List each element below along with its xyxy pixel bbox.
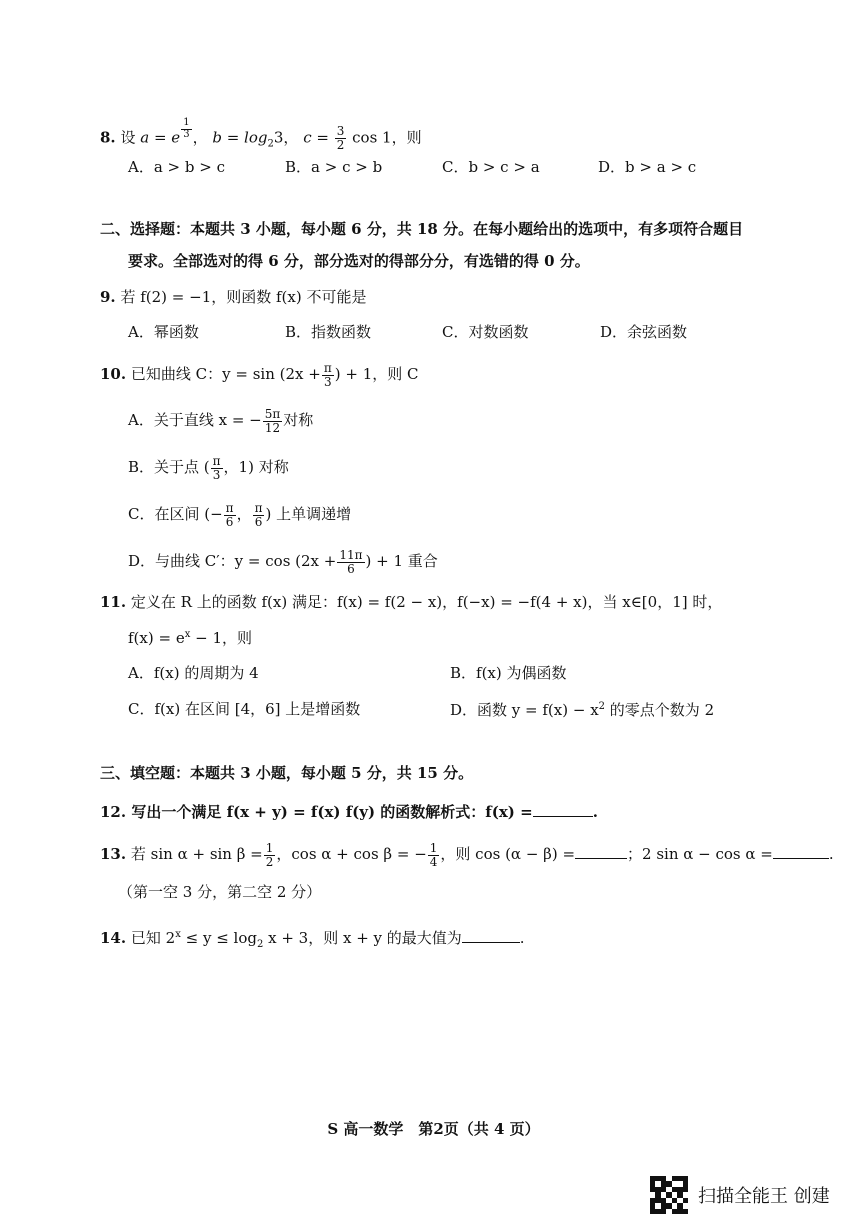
option-c: C．在区间 (− $\frac{\pi}{6}$ ， $\frac{\pi}{6}$ ) 上单调递增: [128, 501, 352, 529]
page-footer: S 高一数学 第2页（共 4 页）: [327, 1120, 540, 1138]
fraction: $\frac{\pi}{6}$: [254, 501, 263, 529]
option-a: A．a > b > c: [128, 158, 225, 176]
question-11-stem-cont: $f(x) = e^x - 1$，则: [128, 629, 252, 647]
question-14-stem: 14. 已知 $2^x \le y \le \log_2 x + 3$，则 x + y 的最大值为 .: [100, 929, 525, 950]
exponent-fraction: $\frac{1}{3}$: [183, 117, 190, 140]
fraction: $\frac{\pi}{3}$: [212, 454, 221, 482]
option-a: A．f(x) 的周期为 4: [128, 664, 259, 682]
question-10-stem: 10. 已知曲线 C：y = sin (2x + $\frac{\pi}{3}$ ) + 1，则 C: [100, 361, 419, 389]
question-13-note: （第一空 3 分，第二空 2 分）: [118, 883, 322, 901]
option-b: B．指数函数: [285, 323, 372, 341]
answer-blank-1: [575, 846, 627, 859]
brand-text: 扫描全能王 创建: [698, 1186, 830, 1207]
fraction: $\frac{\pi}{3}$: [323, 361, 332, 389]
fraction: $\frac{\pi}{6}$: [225, 501, 234, 529]
option-b: B．a > c > b: [285, 158, 383, 176]
option-b: B．f(x) 为偶函数: [450, 664, 567, 682]
fraction: $\frac{11\pi}{6}$: [339, 548, 363, 576]
question-number: 8.: [100, 128, 116, 147]
question-8-stem: 8. 设 a = e $\frac{1}{3}$ ， $b = \log_23$， c = $\frac{3}{2}$ cos 1，则: [100, 117, 422, 152]
answer-blank-2: [773, 846, 829, 859]
question-13-stem: 13. 若 sin α + sin β = $\frac{1}{2}$ ，cos α + cos β = − $\frac{1}{4}$ ，则 cos (α − β) = ；2 sin α − cos α = .: [100, 841, 834, 869]
answer-blank: [533, 804, 593, 817]
option-a: A．幂函数: [128, 323, 199, 341]
section-2-heading: 二、选择题：本题共 3 小题，每小题 6 分，共 18 分。在每小题给出的选项中，有多项符合题目: [100, 220, 744, 238]
answer-blank: [462, 930, 520, 943]
option-d: D．余弦函数: [600, 323, 688, 341]
section-2-heading-cont: 要求。全部选对的得 6 分，部分选对的得部分分，有选错的得 0 分。: [128, 252, 590, 270]
option-c: C．对数函数: [442, 323, 529, 341]
option-c: C．f(x) 在区间 [4，6] 上是增函数: [128, 700, 361, 718]
fraction: $\frac{1}{2}$: [265, 841, 274, 869]
option-b: B．关于点 ( $\frac{\pi}{3}$ ，1) 对称: [128, 454, 289, 482]
option-a: A．关于直线 x = − $\frac{5\pi}{12}$ 对称: [128, 407, 314, 435]
option-c: C．b > c > a: [442, 158, 540, 176]
fraction: $\frac{3}{2}$: [336, 124, 345, 152]
question-11-stem: 11. 定义在 R 上的函数 f(x) 满足：f(x) = f(2 − x)，f(−x) = −f(4 + x)，当 x∈[0，1] 时，: [100, 593, 723, 611]
question-9-stem: 9. 若 f(2) = −1，则函数 f(x) 不可能是: [100, 288, 367, 306]
option-d: D．b > a > c: [598, 158, 697, 176]
section-3-heading: 三、填空题：本题共 3 小题，每小题 5 分，共 15 分。: [100, 764, 474, 782]
option-d: D．函数 $y = f(x) - x^2$ 的零点个数为 2: [450, 701, 715, 719]
scanner-watermark: [650, 1176, 830, 1214]
fraction: $\frac{1}{4}$: [429, 841, 438, 869]
fraction: $\frac{5\pi}{12}$: [264, 407, 281, 435]
option-d: D．与曲线 C′：y = cos (2x + $\frac{11\pi}{6}$ ) + 1 重合: [128, 548, 438, 576]
qr-code-icon: [650, 1176, 688, 1214]
question-12-stem: 12. 写出一个满足 f(x + y) = f(x) f(y) 的函数解析式：f(x) = .: [100, 803, 598, 821]
